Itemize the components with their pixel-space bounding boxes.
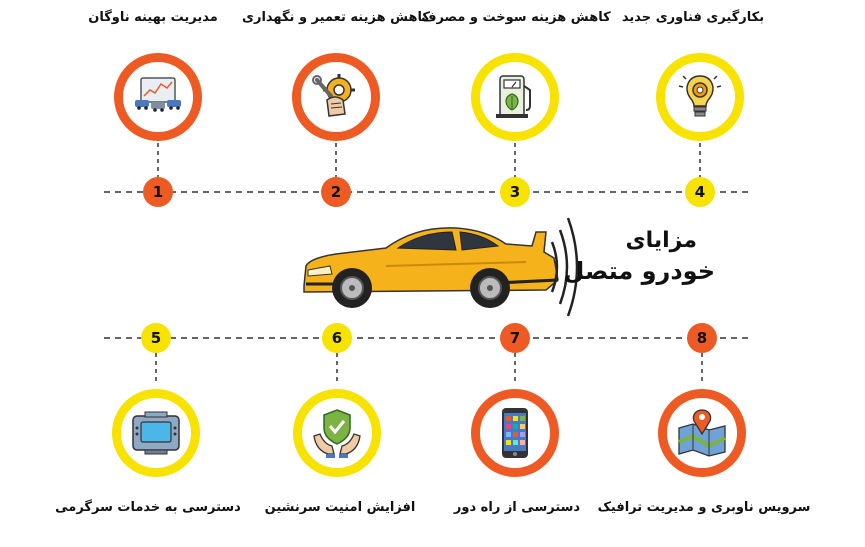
label-item-6: افزایش امنیت سرنشین <box>264 500 416 515</box>
lightbulb-gear-icon <box>656 53 744 141</box>
label-item-3: کاهش هزینه سوخت و مصرف <box>421 10 611 25</box>
car-stereo-icon <box>112 389 200 477</box>
repair-gear-icon <box>292 53 380 141</box>
badge-4: 4 <box>685 177 715 207</box>
title-line-1: مزایای <box>625 228 697 253</box>
badge-6: 6 <box>322 323 352 353</box>
badge-2: 2 <box>321 177 351 207</box>
badge-1: 1 <box>143 177 173 207</box>
label-item-4: بکارگیری فناوری جدید <box>621 10 765 25</box>
badge-5: 5 <box>141 323 171 353</box>
badge-3: 3 <box>500 177 530 207</box>
badge-8: 8 <box>687 323 717 353</box>
infographic-title <box>564 228 715 285</box>
label-item-5: دسترسی به خدمات سرگرمی <box>55 500 241 515</box>
map-pin-icon <box>658 389 746 477</box>
sports-car-illustration <box>296 218 566 318</box>
fleet-monitor-icon <box>114 53 202 141</box>
label-item-8: سرویس ناوبری و مدیریت ترافیک <box>597 500 811 515</box>
badge-7: 7 <box>500 323 530 353</box>
label-item-7: دسترسی از راه دور <box>453 500 581 515</box>
eco-fuel-pump-icon <box>471 53 559 141</box>
smartphone-apps-icon <box>471 389 559 477</box>
title-line-2: خودرو متصل <box>563 257 715 285</box>
shield-hands-icon <box>293 389 381 477</box>
label-item-2: کاهش هزینه تعمیر و نگهداری <box>242 10 430 25</box>
label-item-1: مدیریت بهینه ناوگان <box>88 10 218 25</box>
